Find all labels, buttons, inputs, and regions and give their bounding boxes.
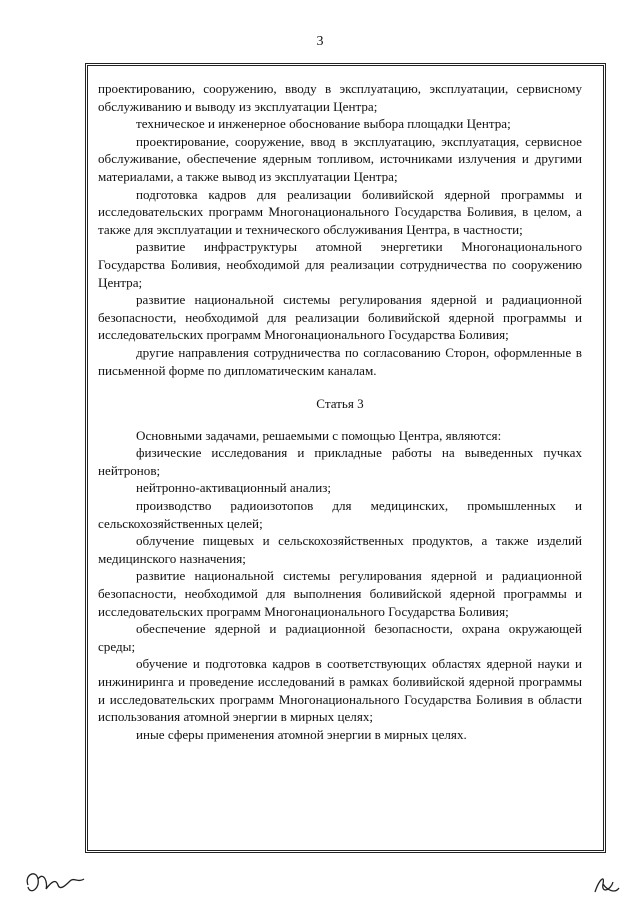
paragraph: обеспечение ядерной и радиационной безопасности, охрана окружающей среды; [98, 621, 582, 654]
paragraph: другие направления сотрудничества по согласованию Сторон, оформленные в письменной форме по дипломатическим каналам. [98, 344, 582, 378]
paragraph: физические исследования и прикладные работы на выведенных пучках нейтронов; [98, 445, 582, 478]
initials-signature-left [22, 865, 92, 899]
paragraph: проектирование, сооружение, ввод в эксплуатацию, эксплуатация, сервисное обслуживание, обеспечение ядерным топливом, источниками излучения и другими материалами, а также вывод из эксплуатации Центра; [98, 133, 582, 184]
paragraph: подготовка кадров для реализации боливийской ядерной программы и исследовательских программ Многонационального Государства Боливия, в целом, а также для эксплуатации и технического обслуживания Центра, в частности; [98, 186, 582, 237]
paragraph: техническое и инженерное обоснование выбора площадки Центра; [136, 116, 511, 132]
paragraph: развитие национальной системы регулирования ядерной и радиационной безопасности, необходимой для реализации боливийской ядерной программы и исследовательских программ Многонационального Государства Боливия; [98, 292, 582, 343]
page-number: 3 [316, 34, 324, 49]
paragraph: иные сферы применения атомной энергии в мирных целях. [136, 726, 467, 742]
article-heading: Статья 3 [316, 396, 364, 412]
paragraph: развитие национальной системы регулирования ядерной и радиационной безопасности, необходимой для выполнения боливийской ядерной программы и исследовательских программ Многонационального Государства Боливия; [98, 568, 582, 619]
paragraph: облучение пищевых и сельскохозяйственных продуктов, а также изделий медицинского назначения; [98, 533, 582, 566]
paragraph: развитие инфраструктуры атомной энергетики Многонационального Государства Боливия, необходимой для реализации сотрудничества по сооружению Центра; [98, 239, 582, 290]
paragraph: обучение и подготовка кадров в соответствующих областях ядерной науки и инжиниринга и проведение исследований в рамках боливийской ядерной программы и исследовательских программ Многонационального Государства Боливия в области использования атомной энергии в мирных целях; [98, 656, 582, 725]
document-body [98, 80, 582, 743]
paragraph: производство радиоизотопов для медицинских, промышленных и сельскохозяйственных целей; [98, 498, 582, 531]
paragraph: Основными задачами, решаемыми с помощью Центра, являются: [136, 427, 502, 443]
paragraph: проектированию, сооружению, вводу в эксплуатацию, эксплуатации, сервисному обслуживанию и выводу из эксплуатации Центра; [98, 81, 582, 114]
paragraph: нейтронно-активационный анализ; [136, 480, 332, 496]
initials-signature-right [585, 868, 625, 902]
